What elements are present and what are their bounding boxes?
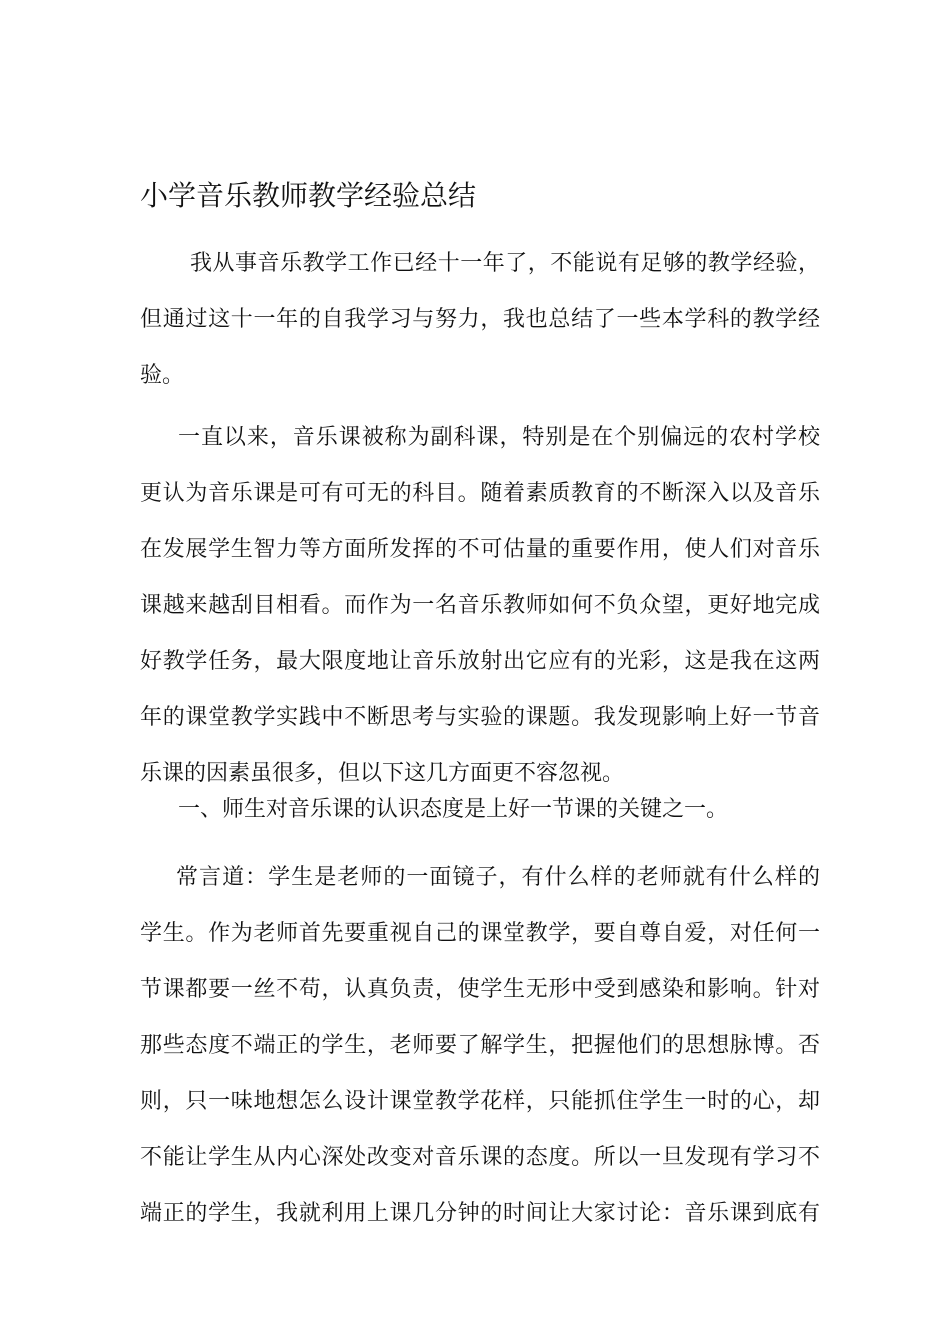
paragraph-line: 好教学任务，最大限度地让音乐放射出它应有的光彩，这是我在这两: [140, 649, 820, 674]
paragraph-line: 那些态度不端正的学生，老师要了解学生，把握他们的思想脉博。否: [140, 1033, 820, 1058]
paragraph-line: 但通过这十一年的自我学习与努力，我也总结了一些本学科的教学经: [140, 307, 820, 332]
paragraph-intro: [140, 246, 820, 394]
paragraph-background: [140, 420, 820, 792]
paragraph-line: 常言道：学生是老师的一面镜子，有什么样的老师就有什么样的: [176, 865, 820, 890]
paragraph-line: 年的课堂教学实践中不断思考与实验的课题。我发现影响上好一节音: [140, 705, 820, 730]
paragraph-line: 在发展学生智力等方面所发挥的不可估量的重要作用，使人们对音乐: [140, 537, 820, 562]
section-heading-one: [140, 792, 820, 828]
paragraph-line: 更认为音乐课是可有可无的科目。随着素质教育的不断深入以及音乐: [140, 481, 820, 506]
paragraph-line: 端正的学生，我就利用上课几分钟的时间让大家讨论：音乐课到底有: [140, 1201, 820, 1226]
paragraph-line: 乐课的因素虽很多，但以下这几方面更不容忽视。: [140, 761, 625, 786]
paragraph-line: 学生。作为老师首先要重视自己的课堂教学，要自尊自爱，对任何一: [140, 921, 820, 946]
paragraph-line: 课越来越刮目相看。而作为一名音乐教师如何不负众望，更好地完成: [140, 593, 820, 618]
paragraph-line: 不能让学生从内心深处改变对音乐课的态度。所以一旦发现有学习不: [140, 1145, 820, 1170]
paragraph-line: 一直以来，音乐课被称为副科课，特别是在个别偏远的农村学校: [178, 425, 820, 450]
paragraph-line: 节课都要一丝不苟，认真负责，使学生无形中受到感染和影响。针对: [140, 977, 820, 1002]
document-title: 小学音乐教师教学经验总结: [140, 179, 477, 212]
paragraph-line: 验。: [140, 363, 185, 388]
paragraph-line: 则，只一味地想怎么设计课堂教学花样，只能抓住学生一时的心，却: [140, 1089, 820, 1114]
paragraph-line: 一、师生对音乐课的认识态度是上好一节课的关键之一。: [178, 797, 729, 822]
paragraph-teacher-attitude: [140, 860, 820, 1232]
paragraph-line: 我从事音乐教学工作已经十一年了，不能说有足够的教学经验，: [190, 251, 820, 276]
